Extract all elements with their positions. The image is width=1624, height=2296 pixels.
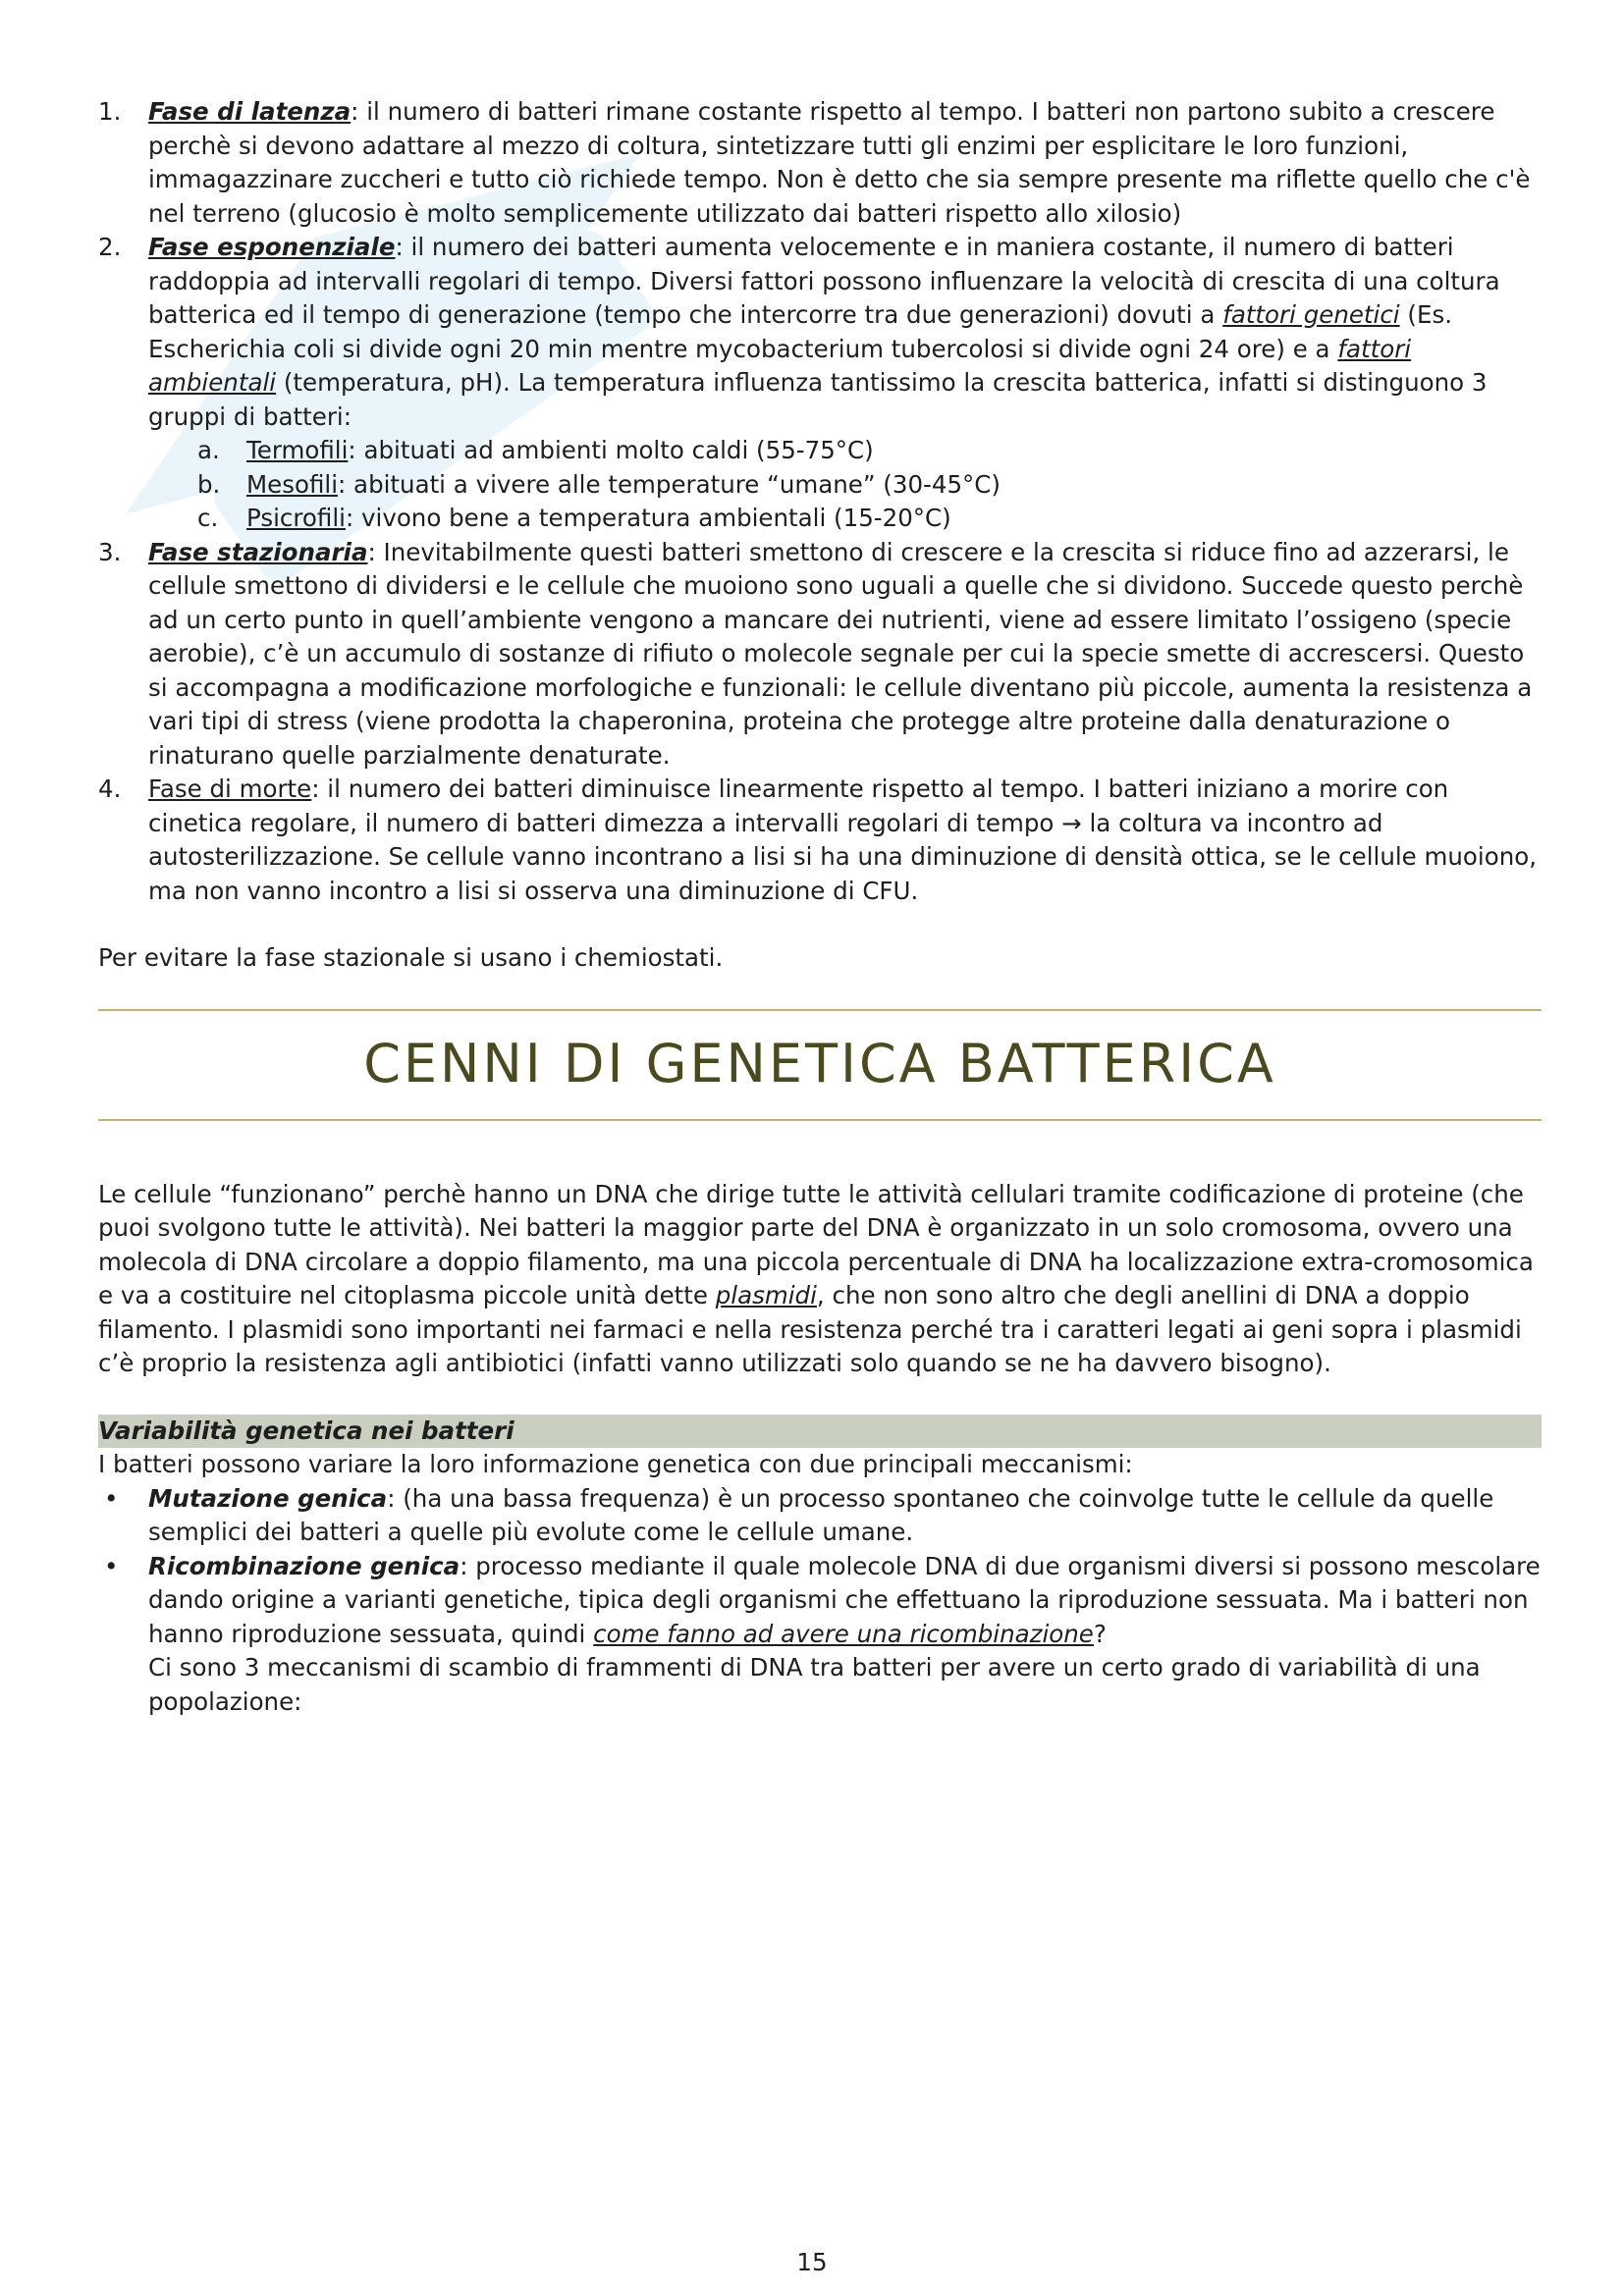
phase-text: (Es. Escherichia coli si divide ogni 20 min mentre mycobacterium tubercolosi si divide ogni 24 ore) e a bbox=[148, 300, 1453, 363]
phase-term: Fase esponenziale bbox=[148, 233, 396, 261]
phase-term: Fase di latenza bbox=[148, 97, 352, 126]
mechanism-text: : processo mediante il quale molecole DNA di due organismi diversi si possono mescolare dando origine a varianti genetiche, tipica degli organismi che effettuano la riproduzione sessuata. Ma i batteri non hanno riproduzione sessuata, quindi bbox=[148, 1551, 1541, 1648]
phase-text: : il numero di batteri rimane costante rispetto al tempo. I batteri non partono subito a crescere perchè si devono adattare al mezzo di coltura, sintetizzare tutti gli enzimi per esplicitare le loro funzioni, immagazzinare zuccheri e tutto ciò richiede tempo. Non è detto che sia sempre presente ma riflette quello che c'è nel terreno (glucosio è molto semplicemente utilizzato dai batteri rispetto allo xilosio) bbox=[148, 97, 1531, 228]
phase-term: Fase stazionaria bbox=[148, 537, 368, 566]
list-number: 4. bbox=[98, 774, 122, 803]
list-letter: a. bbox=[197, 436, 220, 464]
intro-text: Le cellule “funzionano” perchè hanno un DNA che dirige tutte le attività cellulari tramite codificazione di proteine (che puoi svolgono tutte le attività). Nei batteri la maggior parte del DNA è organizzato in un solo cromosoma, ovvero una molecola di DNA circolare a doppio filamento, ma una piccola percentuale di DNA ha localizzazione extra-cromosomica e va a costituire nel citoplasma piccole unità dette bbox=[98, 1179, 1534, 1309]
list-number: 2. bbox=[98, 233, 122, 261]
bullet-item-recombination bbox=[98, 1550, 1542, 1720]
chemostat-note: Per evitare la fase stazionale si usano i chemiostati. bbox=[98, 943, 724, 972]
document-page bbox=[98, 95, 1542, 1719]
mechanisms-list bbox=[98, 1482, 1542, 1720]
heading-rule-bottom bbox=[98, 1119, 1542, 1121]
plasmids-term: plasmidi bbox=[715, 1281, 817, 1309]
group-item-thermophiles bbox=[148, 434, 1542, 468]
group-item-mesophiles bbox=[148, 468, 1542, 503]
subsection-lead: I batteri possono variare la loro informazione genetica con due principali meccanismi: bbox=[98, 1450, 1133, 1478]
phase-term: Fase di morte bbox=[148, 774, 312, 803]
list-number: 1. bbox=[98, 97, 122, 126]
environmental-factors-term: fattori ambientali bbox=[148, 334, 1412, 397]
group-text: : abituati ad ambienti molto caldi (55-75°C) bbox=[348, 436, 874, 464]
mechanism-text: ? bbox=[1093, 1619, 1107, 1648]
subsection-title: Variabilità genetica nei batteri bbox=[98, 1415, 1542, 1449]
phase-text: : Inevitabilmente questi batteri smettono di crescere e la crescita si riduce fino ad azzerarsi, le cellule smettono di dividersi e le cellule che muoiono sono uguali a quelle che si dividono. Succede questo perchè ad un certo punto in quell’ambiente vengono a mancare dei nutrienti, viene ad essere limitato l’ossigeno (specie aerobie), c’è un accumulo di sostanze di rifiuto o molecole segnale per cui la specie smette di accrescersi. Questo si accompagna a modificazione morfologiche e funzionali: le cellule diventano più piccole, aumenta la resistenza a vari tipi di stress (viene prodotta la chaperonina, proteina che protegge altre proteine dalla denaturazione o rinaturano quelle parzialmente denaturate. bbox=[148, 537, 1533, 770]
phase-text: : il numero dei batteri aumenta velocemente e in maniera costante, il numero di batteri raddoppia ad intervalli regolari di tempo. Diversi fattori possono influenzare la velocità di crescita di una coltura batterica ed il tempo di generazione (tempo che intercorre tra due generazioni) dovuti a bbox=[148, 233, 1500, 329]
intro-paragraph bbox=[98, 1178, 1542, 1381]
mechanism-extra-text: Ci sono 3 meccanismi di scambio di frammenti di DNA tra batteri per avere un certo grado di variabilità di una popolazione: bbox=[148, 1653, 1481, 1716]
bullet-glyph: • bbox=[104, 1483, 119, 1513]
group-name: Psicrofili bbox=[246, 504, 346, 532]
phase-item-stationary bbox=[98, 536, 1542, 774]
phase-text: : il numero dei batteri diminuisce linearmente rispetto al tempo. I batteri iniziano a morire con cinetica regolare, il numero di batteri dimezza a intervalli regolari di tempo → la coltura va incontro ad autosterilizzazione. Se cellule vanno incontrano a lisi si ha una diminuzione di densità ottica, se le cellule muoiono, ma non vanno incontro a lisi si osserva una diminuzione di CFU. bbox=[148, 774, 1538, 905]
mechanism-term: Ricombinazione genica bbox=[148, 1551, 460, 1580]
bacteria-groups-list bbox=[148, 434, 1542, 536]
intro-text: , che non sono altro che degli anellini di DNA a doppio filamento. I plasmidi sono importanti nei farmaci e nella resistenza perché tra i caratteri legati ai geni sopra i plasmidi c’è proprio la resistenza agli antibiotici (infatti vanno utilizzati solo quando se ne ha davvero bisogno). bbox=[98, 1281, 1522, 1377]
list-letter: b. bbox=[197, 469, 221, 499]
phase-item-exponential bbox=[98, 231, 1542, 536]
bullet-glyph: • bbox=[104, 1551, 119, 1580]
group-name: Mesofili bbox=[246, 469, 339, 499]
list-number: 3. bbox=[98, 537, 122, 566]
genetic-factors-term: fattori genetici bbox=[1222, 300, 1400, 329]
list-letter: c. bbox=[197, 504, 219, 532]
recombination-question: come fanno ad avere una ricombinazione bbox=[593, 1619, 1094, 1648]
group-name: Termofili bbox=[246, 436, 349, 464]
bullet-item-mutation bbox=[98, 1482, 1542, 1550]
growth-phases-list bbox=[98, 95, 1542, 908]
group-text: : vivono bene a temperatura ambientali (15-20°C) bbox=[345, 504, 951, 532]
mechanism-term: Mutazione genica bbox=[148, 1483, 388, 1513]
group-item-psychrophiles bbox=[148, 502, 1542, 536]
page-number: 15 bbox=[796, 2248, 828, 2276]
phase-item-latency bbox=[98, 95, 1542, 231]
phase-text: (temperatura, pH). La temperatura influenza tantissimo la crescita batterica, infatti si distinguono 3 gruppi di batteri: bbox=[148, 368, 1488, 431]
group-text: : abituati a vivere alle temperature “umane” (30-45°C) bbox=[338, 469, 1001, 499]
mechanism-text: : (ha una bassa frequenza) è un processo spontaneo che coinvolge tutte le cellule da quelle semplici dei batteri a quelle più evolute come le cellule umane. bbox=[148, 1483, 1494, 1546]
phase-item-death bbox=[98, 773, 1542, 908]
section-heading: CENNI DI GENETICA BATTERICA bbox=[363, 1032, 1276, 1095]
